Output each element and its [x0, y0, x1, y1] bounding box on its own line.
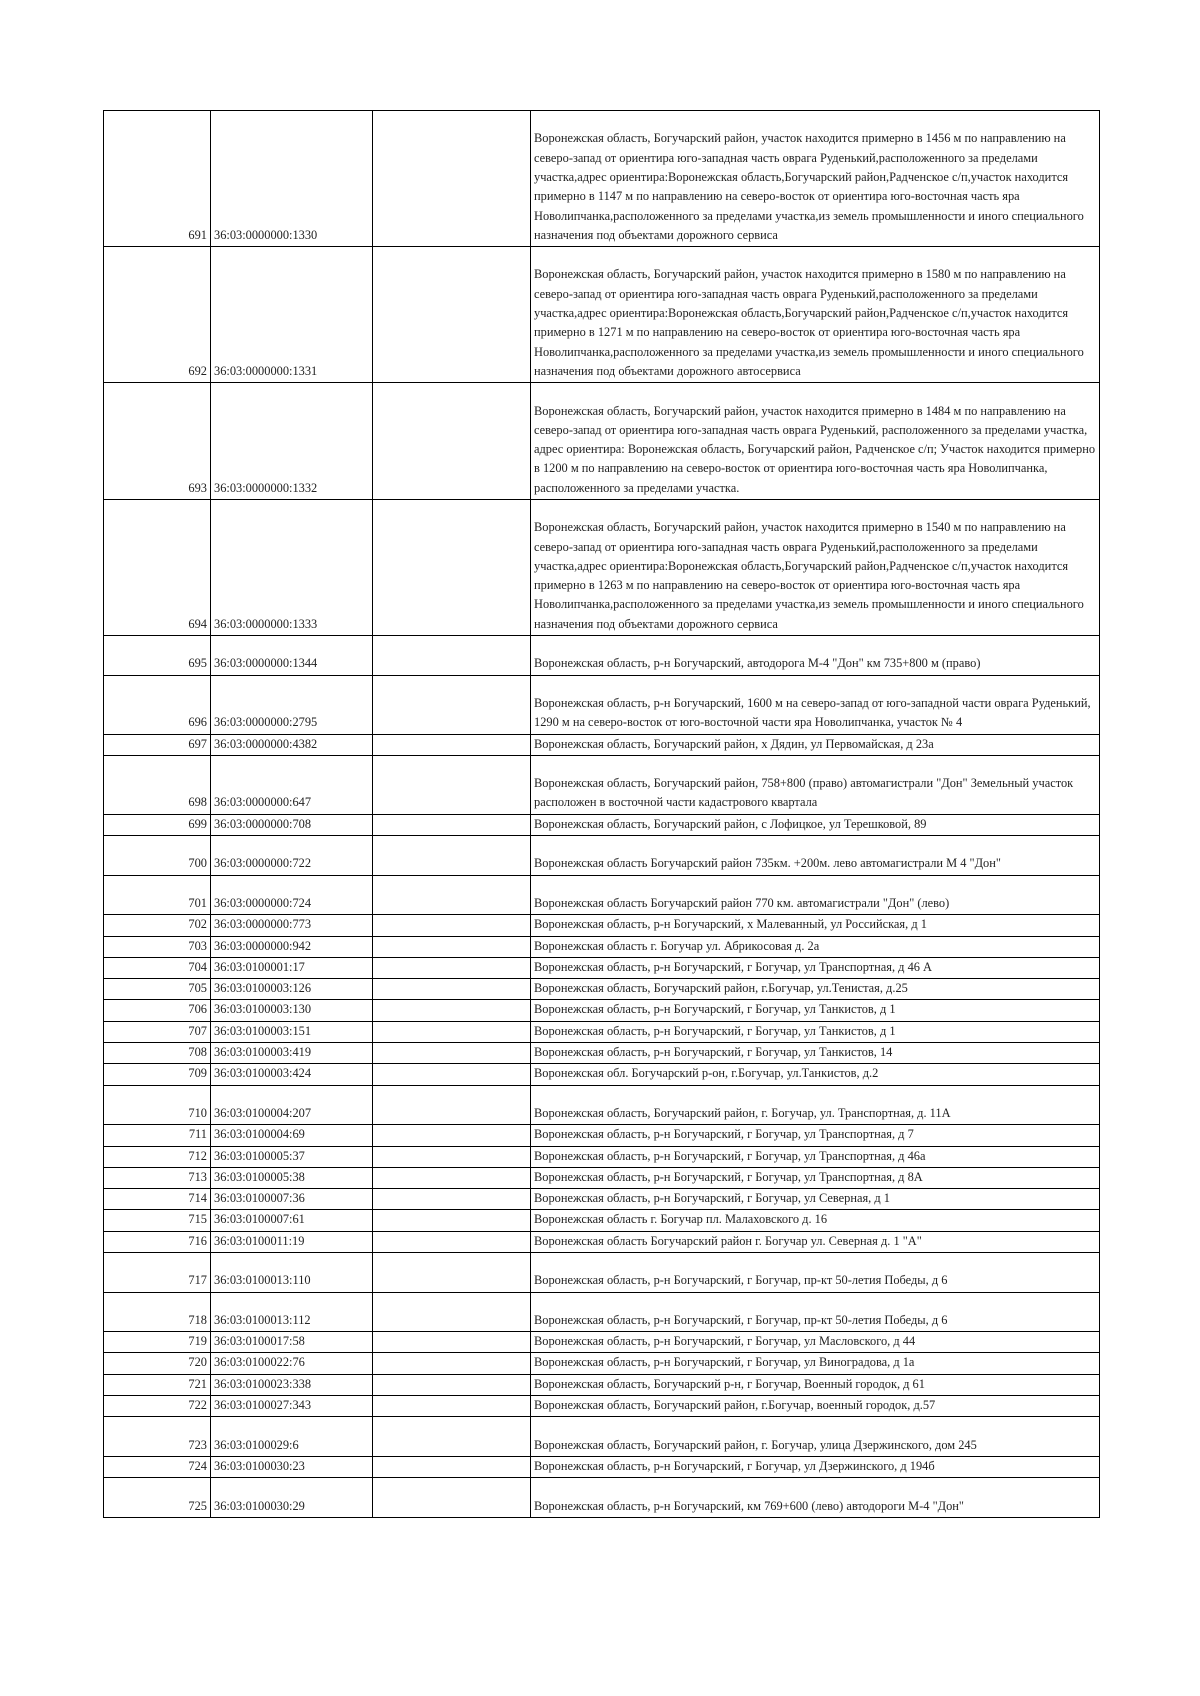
- empty-cell: [373, 1146, 531, 1167]
- address-cell: Воронежская область, Богучарский район, участок находится примерно в 1484 м по направлению на северо-запад от ориентира юго-западная часть оврага Руденький, расположенного за пределами участка, адрес ориентира: Воронежская область, Богучарский район, Радченское с/п; Участок находится примерно в 1200 м по направлению на северо-восток от ориентира юго-восточная часть яра Новолипчанка, расположенного за пределами участка.: [531, 383, 1100, 500]
- empty-cell: [373, 499, 531, 635]
- table-row: [104, 1146, 1100, 1167]
- table-row: [104, 1231, 1100, 1252]
- cadastral-number-cell: 36:03:0000000:1331: [211, 247, 373, 383]
- row-number-cell: 722: [104, 1396, 211, 1417]
- row-number-cell: 705: [104, 979, 211, 1000]
- row-number-cell: 691: [104, 111, 211, 247]
- empty-cell: [373, 1417, 531, 1457]
- land-registry-table: [103, 110, 1100, 1518]
- address-cell: Воронежская область, р-н Богучарский, г Богучар, пр-кт 50-летия Победы, д 6: [531, 1292, 1100, 1332]
- table-row: [104, 675, 1100, 734]
- empty-cell: [373, 1292, 531, 1332]
- address-cell: Воронежская область, Богучарский район, 758+800 (право) автомагистрали "Дон" Земельный участок расположен в восточной части кадастрового квартала: [531, 755, 1100, 814]
- cadastral-number-cell: 36:03:0100003:419: [211, 1043, 373, 1064]
- table-row: [104, 1085, 1100, 1125]
- empty-cell: [373, 111, 531, 247]
- cadastral-number-cell: 36:03:0100011:19: [211, 1231, 373, 1252]
- address-cell: Воронежская область г. Богучар ул. Абрикосовая д. 2а: [531, 936, 1100, 957]
- address-cell: Воронежская область, р-н Богучарский, г Богучар, ул Транспортная, д 7: [531, 1125, 1100, 1146]
- empty-cell: [373, 1021, 531, 1042]
- table-row: [104, 836, 1100, 876]
- address-cell: Воронежская область, р-н Богучарский, г Богучар, ул Транспортная, д 46а: [531, 1146, 1100, 1167]
- row-number-cell: 703: [104, 936, 211, 957]
- address-cell: Воронежская область, Богучарский район, г. Богучар, ул. Транспортная, д. 11А: [531, 1085, 1100, 1125]
- table-row: [104, 247, 1100, 383]
- table-row: [104, 383, 1100, 500]
- row-number-cell: 694: [104, 499, 211, 635]
- empty-cell: [373, 1252, 531, 1292]
- address-cell: Воронежская область, р-н Богучарский, г Богучар, ул Транспортная, д 46 А: [531, 957, 1100, 978]
- row-number-cell: 698: [104, 755, 211, 814]
- table-row: [104, 1043, 1100, 1064]
- cadastral-number-cell: 36:03:0100030:23: [211, 1456, 373, 1477]
- cadastral-number-cell: 36:03:0000000:1344: [211, 636, 373, 676]
- row-number-cell: 719: [104, 1332, 211, 1353]
- cadastral-number-cell: 36:03:0000000:942: [211, 936, 373, 957]
- cadastral-number-cell: 36:03:0100007:36: [211, 1189, 373, 1210]
- empty-cell: [373, 1210, 531, 1231]
- address-cell: Воронежская область, р-н Богучарский, автодорога М-4 "Дон" км 735+800 м (право): [531, 636, 1100, 676]
- row-number-cell: 708: [104, 1043, 211, 1064]
- row-number-cell: 693: [104, 383, 211, 500]
- empty-cell: [373, 915, 531, 936]
- address-cell: Воронежская область, р-н Богучарский, г Богучар, ул Танкистов, 14: [531, 1043, 1100, 1064]
- cadastral-number-cell: 36:03:0100013:112: [211, 1292, 373, 1332]
- table-row: [104, 1396, 1100, 1417]
- empty-cell: [373, 1000, 531, 1021]
- row-number-cell: 714: [104, 1189, 211, 1210]
- empty-cell: [373, 1478, 531, 1518]
- empty-cell: [373, 755, 531, 814]
- empty-cell: [373, 836, 531, 876]
- table-row: [104, 755, 1100, 814]
- empty-cell: [373, 1189, 531, 1210]
- row-number-cell: 709: [104, 1064, 211, 1085]
- address-cell: Воронежская область, р-н Богучарский, г Богучар, ул Танкистов, д 1: [531, 1000, 1100, 1021]
- row-number-cell: 710: [104, 1085, 211, 1125]
- cadastral-number-cell: 36:03:0000000:647: [211, 755, 373, 814]
- row-number-cell: 718: [104, 1292, 211, 1332]
- empty-cell: [373, 1396, 531, 1417]
- table-row: [104, 1210, 1100, 1231]
- empty-cell: [373, 1043, 531, 1064]
- table-row: [104, 957, 1100, 978]
- empty-cell: [373, 247, 531, 383]
- address-cell: Воронежская область, р-н Богучарский, 1600 м на северо-запад от юго-западной части оврага Руденький, 1290 м на северо-восток от юго-восточной части яра Новолипчанка, участок № 4: [531, 675, 1100, 734]
- cadastral-number-cell: 36:03:0100004:69: [211, 1125, 373, 1146]
- cadastral-number-cell: 36:03:0100030:29: [211, 1478, 373, 1518]
- table-row: [104, 636, 1100, 676]
- address-cell: Воронежская область, р-н Богучарский, г Богучар, ул Масловского, д 44: [531, 1332, 1100, 1353]
- table-row: [104, 734, 1100, 755]
- empty-cell: [373, 1374, 531, 1395]
- address-cell: Воронежская область, р-н Богучарский, г Богучар, ул Танкистов, д 1: [531, 1021, 1100, 1042]
- row-number-cell: 696: [104, 675, 211, 734]
- address-cell: Воронежская область, Богучарский район, г. Богучар, улица Дзержинского, дом 245: [531, 1417, 1100, 1457]
- cadastral-number-cell: 36:03:0100004:207: [211, 1085, 373, 1125]
- table-row: [104, 1478, 1100, 1518]
- empty-cell: [373, 814, 531, 835]
- empty-cell: [373, 383, 531, 500]
- empty-cell: [373, 1064, 531, 1085]
- row-number-cell: 717: [104, 1252, 211, 1292]
- cadastral-number-cell: 36:03:0000000:1332: [211, 383, 373, 500]
- row-number-cell: 702: [104, 915, 211, 936]
- table-row: [104, 111, 1100, 247]
- cadastral-number-cell: 36:03:0000000:724: [211, 875, 373, 915]
- empty-cell: [373, 1353, 531, 1374]
- address-cell: Воронежская область, р-н Богучарский, г Богучар, ул Виноградова, д 1а: [531, 1353, 1100, 1374]
- row-number-cell: 704: [104, 957, 211, 978]
- address-cell: Воронежская область, Богучарский район, х Дядин, ул Первомайская, д 23а: [531, 734, 1100, 755]
- address-cell: Воронежская область, р-н Богучарский, г Богучар, ул Северная, д 1: [531, 1189, 1100, 1210]
- empty-cell: [373, 875, 531, 915]
- address-cell: Воронежская область, Богучарский р-н, г Богучар, Военный городок, д 61: [531, 1374, 1100, 1395]
- address-cell: Воронежская область, р-н Богучарский, км 769+600 (лево) автодороги М-4 "Дон": [531, 1478, 1100, 1518]
- address-cell: Воронежская область г. Богучар пл. Малаховского д. 16: [531, 1210, 1100, 1231]
- cadastral-number-cell: 36:03:0100005:38: [211, 1167, 373, 1188]
- cadastral-number-cell: 36:03:0000000:722: [211, 836, 373, 876]
- empty-cell: [373, 1085, 531, 1125]
- cadastral-number-cell: 36:03:0100003:130: [211, 1000, 373, 1021]
- cadastral-number-cell: 36:03:0000000:2795: [211, 675, 373, 734]
- row-number-cell: 695: [104, 636, 211, 676]
- cadastral-number-cell: 36:03:0100029:6: [211, 1417, 373, 1457]
- row-number-cell: 707: [104, 1021, 211, 1042]
- table-row: [104, 979, 1100, 1000]
- table-row: [104, 915, 1100, 936]
- table-row: [104, 1332, 1100, 1353]
- table-row: [104, 1167, 1100, 1188]
- row-number-cell: 716: [104, 1231, 211, 1252]
- cadastral-number-cell: 36:03:0000000:708: [211, 814, 373, 835]
- table-row: [104, 1189, 1100, 1210]
- empty-cell: [373, 936, 531, 957]
- empty-cell: [373, 957, 531, 978]
- table-row: [104, 1353, 1100, 1374]
- row-number-cell: 724: [104, 1456, 211, 1477]
- table-row: [104, 1064, 1100, 1085]
- address-cell: Воронежская область, Богучарский район, г.Богучар, ул.Тенистая, д.25: [531, 979, 1100, 1000]
- row-number-cell: 721: [104, 1374, 211, 1395]
- table-row: [104, 1021, 1100, 1042]
- row-number-cell: 715: [104, 1210, 211, 1231]
- table-row: [104, 936, 1100, 957]
- address-cell: Воронежская область, р-н Богучарский, х Малеванный, ул Российская, д 1: [531, 915, 1100, 936]
- row-number-cell: 720: [104, 1353, 211, 1374]
- empty-cell: [373, 979, 531, 1000]
- row-number-cell: 692: [104, 247, 211, 383]
- empty-cell: [373, 734, 531, 755]
- row-number-cell: 700: [104, 836, 211, 876]
- row-number-cell: 713: [104, 1167, 211, 1188]
- table-row: [104, 1456, 1100, 1477]
- row-number-cell: 723: [104, 1417, 211, 1457]
- table-row: [104, 1417, 1100, 1457]
- cadastral-number-cell: 36:03:0000000:773: [211, 915, 373, 936]
- empty-cell: [373, 1456, 531, 1477]
- empty-cell: [373, 675, 531, 734]
- address-cell: Воронежская область, Богучарский район, г.Богучар, военный городок, д.57: [531, 1396, 1100, 1417]
- row-number-cell: 699: [104, 814, 211, 835]
- table-row: [104, 499, 1100, 635]
- cadastral-number-cell: 36:03:0000000:1330: [211, 111, 373, 247]
- cadastral-number-cell: 36:03:0100003:151: [211, 1021, 373, 1042]
- row-number-cell: 706: [104, 1000, 211, 1021]
- table-row: [104, 1125, 1100, 1146]
- address-cell: Воронежская область, Богучарский район, участок находится примерно в 1456 м по направлению на северо-запад от ориентира юго-западная часть оврага Руденький,расположенного за пределами участка,адрес ориентира:Воронежская область,Богучарский район,Радченское с/п,участок находится примерно в 1147 м по направлению на северо-восток от ориентира юго-восточная часть яра Новолипчанка,расположенного за пределами участка,из земель промышленности и иного специального назначения под объектами дорожного сервиса: [531, 111, 1100, 247]
- row-number-cell: 697: [104, 734, 211, 755]
- cadastral-number-cell: 36:03:0100005:37: [211, 1146, 373, 1167]
- cadastral-number-cell: 36:03:0100003:126: [211, 979, 373, 1000]
- cadastral-number-cell: 36:03:0100001:17: [211, 957, 373, 978]
- table-row: [104, 814, 1100, 835]
- row-number-cell: 701: [104, 875, 211, 915]
- table-row: [104, 1252, 1100, 1292]
- table-body: [104, 111, 1100, 1518]
- cadastral-number-cell: 36:03:0100003:424: [211, 1064, 373, 1085]
- cadastral-number-cell: 36:03:0100013:110: [211, 1252, 373, 1292]
- table-row: [104, 1000, 1100, 1021]
- address-cell: Воронежская область, Богучарский район, участок находится примерно в 1580 м по направлению на северо-запад от ориентира юго-западная часть оврага Руденький,расположенного за пределами участка,адрес ориентира:Воронежская область,Богучарский район,Радченское с/п,участок находится примерно в 1271 м по направлению на северо-восток от ориентира юго-восточная часть яра Новолипчанка,расположенного за пределами участка,из земель промышленности и иного специального назначения под объектами дорожного автосервиса: [531, 247, 1100, 383]
- table-row: [104, 1374, 1100, 1395]
- empty-cell: [373, 1125, 531, 1146]
- cadastral-number-cell: 36:03:0100027:343: [211, 1396, 373, 1417]
- address-cell: Воронежская область, р-н Богучарский, г Богучар, пр-кт 50-летия Победы, д 6: [531, 1252, 1100, 1292]
- address-cell: Воронежская область, Богучарский район, с Лофицкое, ул Терешковой, 89: [531, 814, 1100, 835]
- table-row: [104, 875, 1100, 915]
- row-number-cell: 725: [104, 1478, 211, 1518]
- address-cell: Воронежская обл. Богучарский р-он, г.Богучар, ул.Танкистов, д.2: [531, 1064, 1100, 1085]
- cadastral-number-cell: 36:03:0100022:76: [211, 1353, 373, 1374]
- address-cell: Воронежская область, Богучарский район, участок находится примерно в 1540 м по направлению на северо-запад от ориентира юго-западная часть оврага Руденький,расположенного за пределами участка,адрес ориентира:Воронежская область,Богучарский район,Радченское с/п,участок находится примерно в 1263 м по направлению на северо-восток от ориентира юго-восточная часть яра Новолипчанка,расположенного за пределами участка,из земель промышленности и иного специального назначения под объектами дорожного сервиса: [531, 499, 1100, 635]
- empty-cell: [373, 1167, 531, 1188]
- address-cell: Воронежская область, р-н Богучарский, г Богучар, ул Транспортная, д 8А: [531, 1167, 1100, 1188]
- cadastral-number-cell: 36:03:0100017:58: [211, 1332, 373, 1353]
- cadastral-number-cell: 36:03:0000000:4382: [211, 734, 373, 755]
- empty-cell: [373, 1332, 531, 1353]
- table-row: [104, 1292, 1100, 1332]
- address-cell: Воронежская область Богучарский район г. Богучар ул. Северная д. 1 "А": [531, 1231, 1100, 1252]
- empty-cell: [373, 1231, 531, 1252]
- cadastral-number-cell: 36:03:0100007:61: [211, 1210, 373, 1231]
- row-number-cell: 712: [104, 1146, 211, 1167]
- cadastral-number-cell: 36:03:0100023:338: [211, 1374, 373, 1395]
- address-cell: Воронежская область Богучарский район 770 км. автомагистрали "Дон" (лево): [531, 875, 1100, 915]
- cadastral-number-cell: 36:03:0000000:1333: [211, 499, 373, 635]
- address-cell: Воронежская область, р-н Богучарский, г Богучар, ул Дзержинского, д 194б: [531, 1456, 1100, 1477]
- address-cell: Воронежская область Богучарский район 735км. +200м. лево автомагистрали М 4 "Дон": [531, 836, 1100, 876]
- row-number-cell: 711: [104, 1125, 211, 1146]
- empty-cell: [373, 636, 531, 676]
